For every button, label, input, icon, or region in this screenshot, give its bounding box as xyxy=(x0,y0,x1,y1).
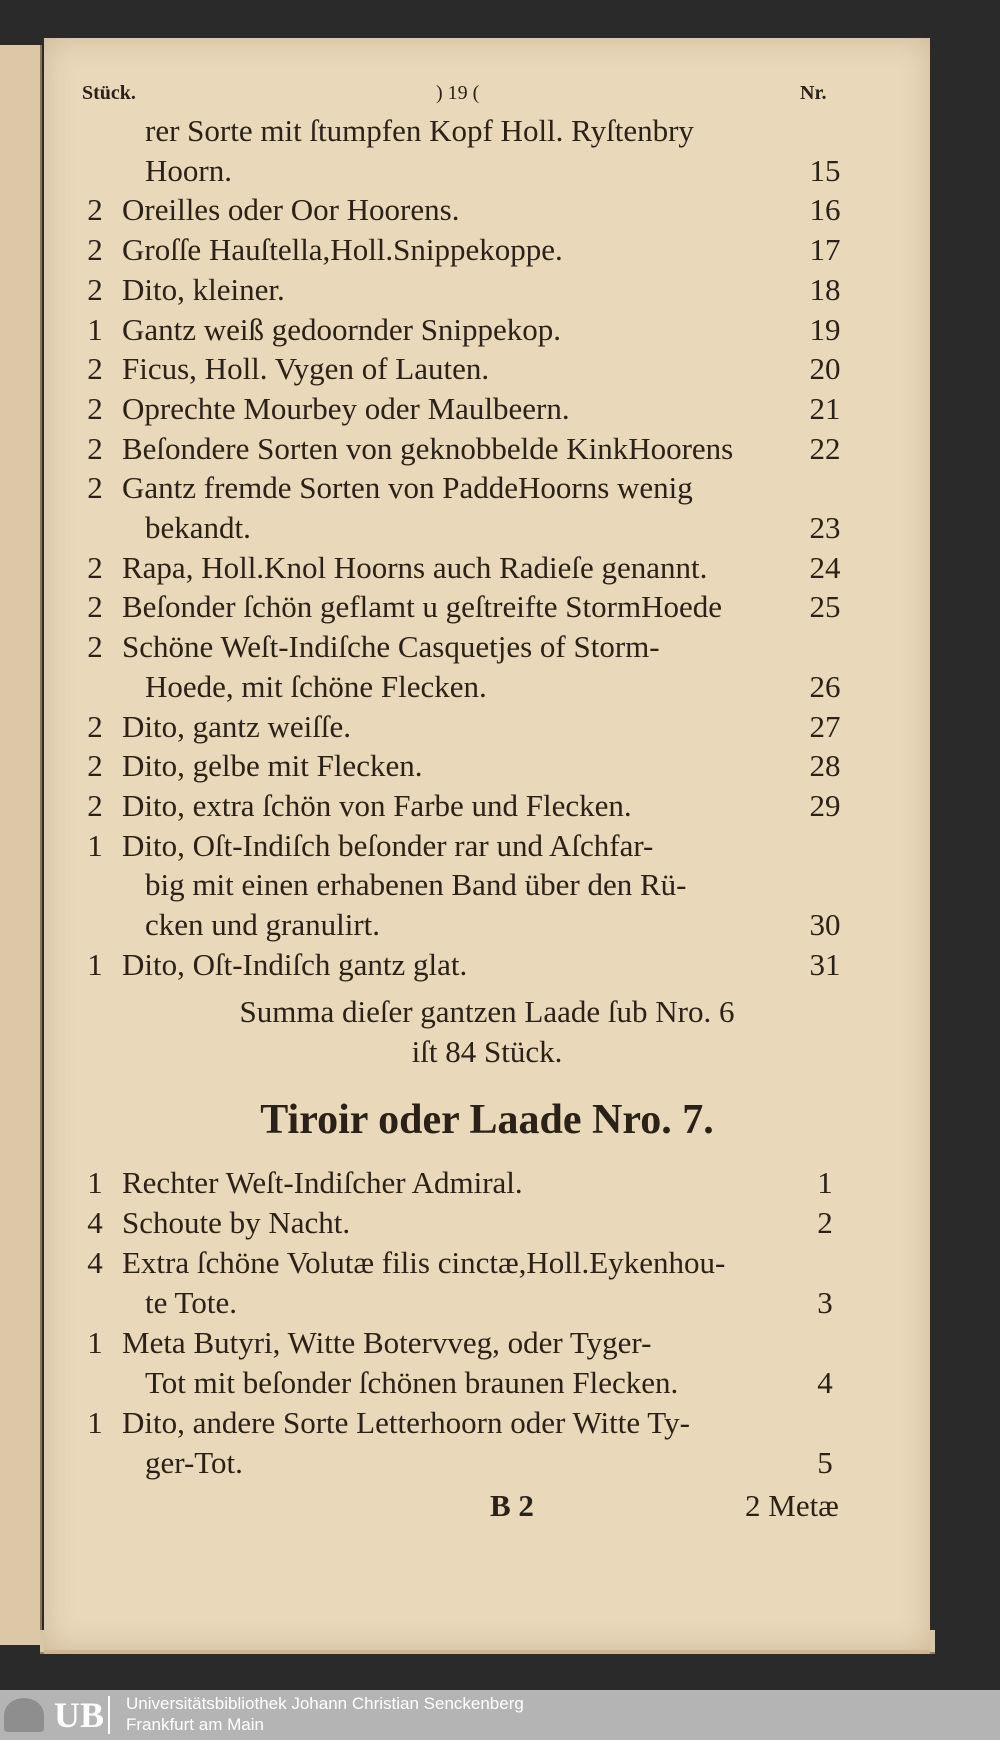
item-description: Gantz fremde Sorten von PaddeHoorns wenig xyxy=(122,470,693,506)
item-description: rer Sorte mit ſtumpfen Kopf Holl. Ryſtenbry xyxy=(145,113,694,148)
item-number: 26 xyxy=(809,668,841,704)
item-description: Hoede, mit ſchöne Flecken. xyxy=(145,668,487,704)
list-item xyxy=(0,746,1000,786)
item-quantity: 2 xyxy=(87,748,103,784)
item-description: Rapa, Holl.Knol Hoorns auch Radieſe genannt. xyxy=(122,549,708,585)
list-item-continuation xyxy=(0,667,1000,707)
item-description: Schöne Weſt-Indiſche Casquetjes of Storm- xyxy=(122,629,660,665)
list-item xyxy=(0,270,1000,310)
item-description: Schoute by Nacht. xyxy=(122,1205,351,1240)
summary-line-1: Summa dieſer gantzen Laade ſub Nro. 6 xyxy=(239,994,735,1029)
list-item-continuation xyxy=(0,905,1000,945)
list-item xyxy=(0,1403,1000,1443)
list-item-continuation xyxy=(0,1363,1000,1403)
library-city: Frankfurt am Main xyxy=(126,1715,264,1734)
item-quantity: 1 xyxy=(87,1405,103,1440)
item-description: cken und granulirt. xyxy=(145,907,381,942)
list-item xyxy=(0,389,1000,429)
item-number: 19 xyxy=(809,311,841,347)
library-footer xyxy=(0,1690,1000,1740)
item-description: Tot mit beſonder ſchönen braunen Flecken. xyxy=(145,1365,679,1400)
item-number: 21 xyxy=(809,390,841,426)
item-description: Dito, Oſt-Indiſch beſonder rar und Aſchfar- xyxy=(122,827,654,863)
item-number: 3 xyxy=(817,1285,833,1320)
library-name: Universitätsbibliothek Johann Christian Senckenberg xyxy=(126,1694,524,1713)
list-item xyxy=(0,548,1000,588)
list-item xyxy=(0,111,1000,151)
list-item xyxy=(0,468,1000,508)
item-description: Beſonder ſchön geflamt u geſtreifte StormHoede xyxy=(122,589,723,625)
list-item xyxy=(0,1203,1000,1243)
section-title: Tiroir oder Laade Nro. 7. xyxy=(260,1097,714,1143)
list-item xyxy=(0,349,1000,389)
list-item xyxy=(0,945,1000,985)
item-quantity: 4 xyxy=(87,1245,103,1280)
item-number: 31 xyxy=(809,946,841,982)
library-emblem-icon xyxy=(4,1698,44,1732)
list-item xyxy=(0,230,1000,270)
list-item xyxy=(0,429,1000,469)
item-number: 30 xyxy=(809,907,841,942)
item-number: 2 xyxy=(817,1205,833,1240)
item-description: Dito, Oſt-Indiſch gantz glat. xyxy=(122,946,468,982)
item-quantity: 2 xyxy=(87,430,103,466)
item-description: Dito, kleiner. xyxy=(122,271,285,307)
item-description: bekandt. xyxy=(145,510,251,545)
item-description: Dito, extra ſchön von Farbe und Flecken. xyxy=(122,787,632,823)
item-description: Ficus, Holl. Vygen of Lauten. xyxy=(122,351,490,387)
item-quantity: 2 xyxy=(87,708,103,744)
item-number: 22 xyxy=(809,430,841,466)
item-number: 29 xyxy=(809,787,841,823)
list-item-continuation xyxy=(0,1443,1000,1483)
item-quantity: 2 xyxy=(87,470,103,506)
catchword: 2 Metæ xyxy=(745,1488,839,1523)
column-header-count: Stück. xyxy=(82,82,136,104)
item-number: 18 xyxy=(809,271,841,307)
item-number: 23 xyxy=(809,510,841,545)
item-description: Meta Butyri, Witte Botervveg, oder Tyger- xyxy=(122,1325,652,1360)
list-item xyxy=(0,587,1000,627)
list-item xyxy=(0,786,1000,826)
list-item-continuation xyxy=(0,865,1000,905)
ub-logo[interactable] xyxy=(4,1696,114,1734)
item-quantity: 2 xyxy=(87,589,103,625)
item-quantity: 2 xyxy=(87,787,103,823)
item-quantity: 2 xyxy=(87,232,103,268)
item-quantity: 2 xyxy=(87,629,103,665)
list-item xyxy=(0,627,1000,667)
item-description: Extra ſchöne Volutæ filis cinctæ,Holl.Eykenhou- xyxy=(122,1245,726,1280)
item-number: 5 xyxy=(817,1445,833,1480)
item-number: 25 xyxy=(809,589,841,625)
item-quantity: 1 xyxy=(87,1325,103,1360)
item-description: Hoorn. xyxy=(145,152,232,188)
item-number: 1 xyxy=(817,1165,833,1200)
list-item xyxy=(0,190,1000,230)
item-description: Oprechte Mourbey oder Maulbeern. xyxy=(122,390,570,426)
item-number: 27 xyxy=(809,708,841,744)
column-header-number: Nr. xyxy=(800,82,827,104)
item-quantity: 2 xyxy=(87,549,103,585)
list-item xyxy=(0,707,1000,747)
item-description: Dito, andere Sorte Letterhoorn oder Witte Ty- xyxy=(122,1405,690,1440)
item-description: ger-Tot. xyxy=(145,1445,243,1480)
signature-mark: B 2 xyxy=(490,1488,534,1523)
item-quantity: 4 xyxy=(87,1205,103,1240)
item-number: 17 xyxy=(809,232,841,268)
item-description: Oreilles oder Oor Hoorens. xyxy=(122,192,460,228)
item-quantity: 2 xyxy=(87,351,103,387)
page-number: ) 19 ( xyxy=(436,82,480,104)
item-number: 24 xyxy=(809,549,841,585)
item-quantity: 2 xyxy=(87,192,103,228)
list-item-continuation xyxy=(0,1283,1000,1323)
item-description: big mit einen erhabenen Band über den Rü- xyxy=(145,867,687,903)
item-quantity: 2 xyxy=(87,271,103,307)
list-item xyxy=(0,310,1000,350)
item-description: Beſondere Sorten von geknobbelde KinkHoorens xyxy=(122,430,734,466)
list-item xyxy=(0,1243,1000,1283)
item-description: Groſſe Hauſtella,Holl.Snippekoppe. xyxy=(122,232,563,268)
item-description: Gantz weiß gedoornder Snippekop. xyxy=(122,311,562,347)
item-number: 20 xyxy=(809,351,841,387)
item-description: te Tote. xyxy=(145,1285,237,1320)
item-quantity: 1 xyxy=(87,311,103,347)
item-number: 15 xyxy=(809,152,841,188)
list-item xyxy=(0,826,1000,866)
item-quantity: 1 xyxy=(87,827,103,863)
item-number: 28 xyxy=(809,748,841,784)
item-number: 4 xyxy=(817,1365,833,1400)
item-number: 16 xyxy=(809,192,841,228)
list-item xyxy=(0,1323,1000,1363)
item-quantity: 1 xyxy=(87,1165,103,1200)
list-item xyxy=(0,1163,1000,1203)
list-item-continuation xyxy=(0,151,1000,191)
summary-line-2: iſt 84 Stück. xyxy=(411,1034,563,1069)
item-quantity: 2 xyxy=(87,390,103,426)
item-description: Dito, gelbe mit Flecken. xyxy=(122,748,423,784)
list-item-continuation xyxy=(0,508,1000,548)
item-description: Rechter Weſt-Indiſcher Admiral. xyxy=(122,1165,523,1200)
ub-logo-text: UB xyxy=(4,1696,110,1734)
item-quantity: 1 xyxy=(87,946,103,982)
item-description: Dito, gantz weiſſe. xyxy=(122,708,351,744)
